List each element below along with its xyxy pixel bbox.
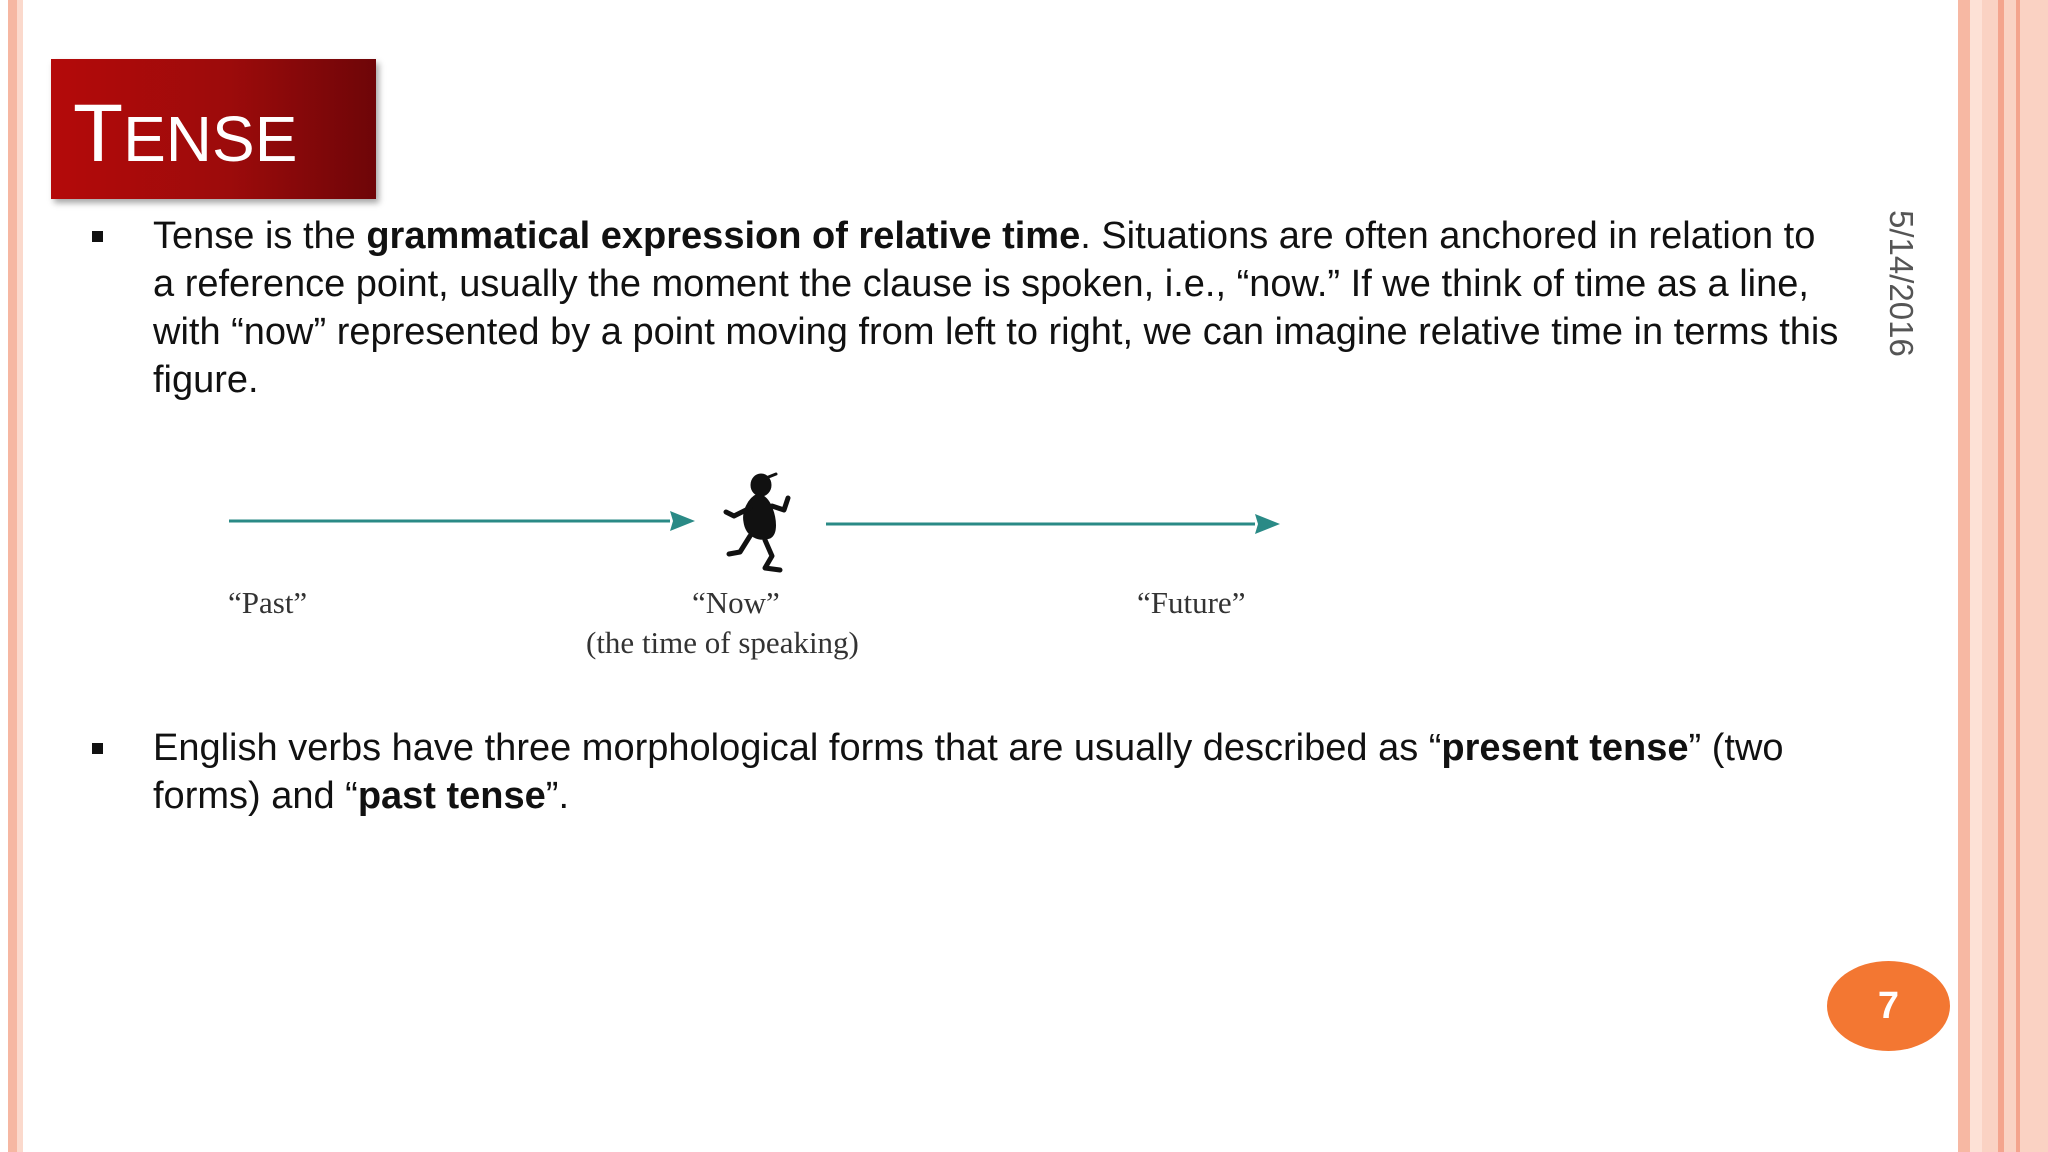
bullet-text-1 bbox=[153, 212, 1843, 404]
right-border-stripe bbox=[1958, 0, 1970, 1152]
bullet-1-bold-phrase: grammatical expression of relative time bbox=[366, 215, 1081, 257]
bullet-1-text-part: . Situations are often anchored in relation to a reference point, usually the moment the clause is spoken, i.e., “now.” If we think of time as a line, with “now” represented by a point moving from left to right, we can imagine relative time in terms this figure. bbox=[153, 215, 1839, 401]
tense-timeline-figure bbox=[220, 460, 1280, 690]
future-label: “Future” bbox=[1137, 585, 1246, 620]
bullet-2-bold-phrase: past tense bbox=[357, 775, 546, 817]
slide-title-initial: T bbox=[73, 88, 124, 179]
slide-date: 5/14/2016 bbox=[1883, 210, 1920, 357]
running-person-icon bbox=[726, 474, 788, 570]
timeline-arrows bbox=[220, 460, 1280, 590]
bullet-marker bbox=[92, 743, 103, 754]
left-border-stripe-light bbox=[17, 0, 23, 1152]
left-border-stripe bbox=[8, 0, 17, 1152]
bullet-text-2 bbox=[153, 724, 1843, 820]
page-number: 7 bbox=[1877, 984, 1900, 1027]
past-arrowhead bbox=[670, 511, 695, 531]
right-border-line-outer bbox=[2016, 0, 2020, 1152]
slide-title-box bbox=[51, 59, 376, 199]
bullet-2-bold-phrase: present tense bbox=[1441, 727, 1689, 769]
now-label: “Now” bbox=[692, 585, 780, 620]
bullet-2-text-part: ” (two forms) and “ bbox=[153, 727, 1784, 817]
now-note-label: (the time of speaking) bbox=[586, 625, 859, 660]
right-border-line bbox=[1998, 0, 2004, 1152]
bullet-2-text-part: English verbs have three morphological forms that are usually described as “ bbox=[153, 727, 1442, 769]
slide-title bbox=[73, 88, 298, 179]
bullet-marker bbox=[92, 231, 103, 242]
right-border-stripe-light bbox=[1970, 0, 1982, 1152]
past-label: “Past” bbox=[228, 585, 308, 620]
right-border-band bbox=[1982, 0, 2048, 1152]
page-number-badge bbox=[1827, 961, 1950, 1051]
future-arrowhead bbox=[1255, 514, 1280, 534]
slide-title-rest: ENSE bbox=[123, 103, 298, 175]
bullet-2-text-part: ”. bbox=[545, 775, 570, 817]
bullet-1-text-part: Tense is the bbox=[153, 215, 367, 257]
